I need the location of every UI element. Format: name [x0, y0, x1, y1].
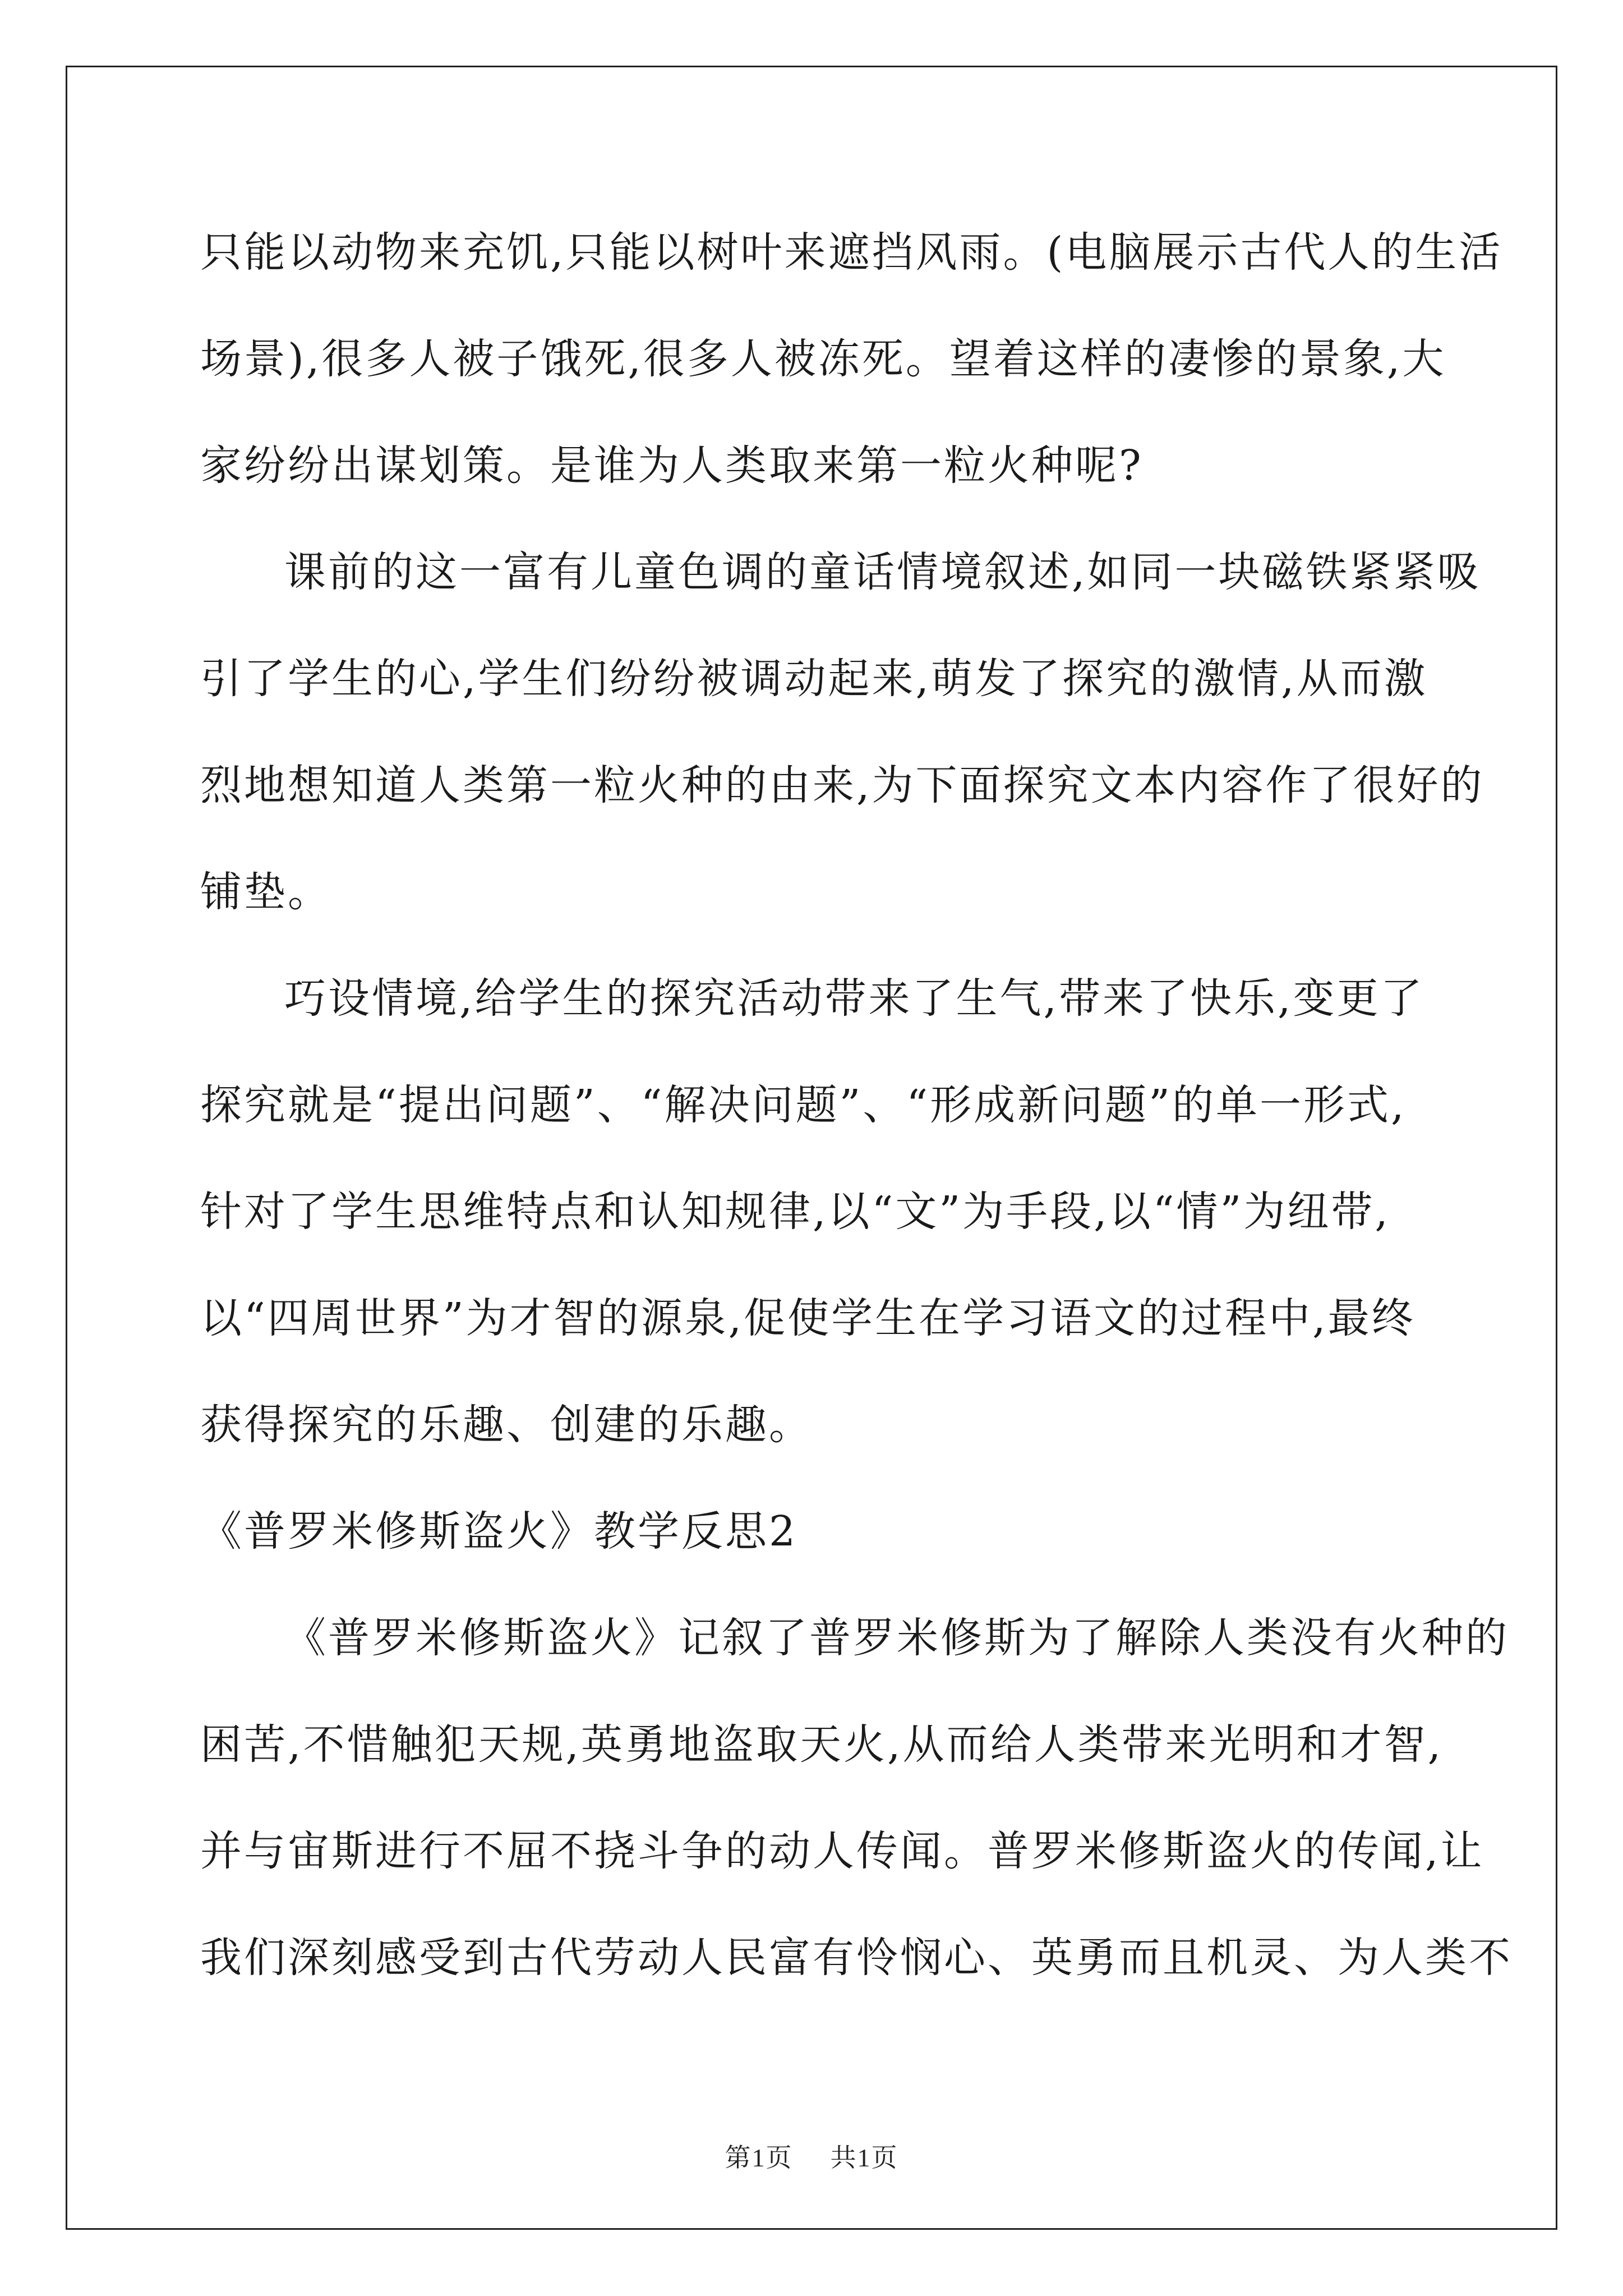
section-heading: 《普罗米修斯盗火》教学反思2 — [200, 1507, 798, 1556]
paragraph-line: 困苦,不惜触犯天规,英勇地盗取天火,从而给人类带来光明和才智, — [200, 1720, 1444, 1769]
page-total: 共1页 — [830, 2143, 898, 2172]
paragraph-line: 烈地想知道人类第一粒火种的由来,为下面探究文本内容作了很好的 — [200, 761, 1484, 809]
document-body — [200, 213, 1513, 2025]
paragraph-line: 引了学生的心,学生们纷纷被调动起来,萌发了探究的激情,从而激 — [200, 655, 1428, 703]
paragraph-line: 场景),很多人被子饿死,很多人被冻死。望着这样的凄惨的景象,大 — [200, 335, 1446, 383]
paragraph-line: 获得探究的乐趣、创建的乐趣。 — [200, 1401, 813, 1449]
paragraph-line: 探究就是“提出问题”、“解决问题”、“形成新问题”的单一形式, — [200, 1081, 1407, 1129]
paragraph-line: 以“四周世界”为才智的源泉,促使学生在学习语文的过程中,最终 — [200, 1294, 1415, 1342]
paragraph-line: 只能以动物来充饥,只能以树叶来遮挡风雨。(电脑展示古代人的生活 — [200, 228, 1503, 277]
paragraph-line: 《普罗米修斯盗火》记叙了普罗米修斯为了解除人类没有火种的 — [284, 1614, 1509, 1662]
page-number: 第1页 — [725, 2143, 793, 2172]
paragraph-line: 铺垫。 — [200, 868, 331, 916]
page-footer — [0, 2137, 1623, 2174]
paragraph-line: 巧设情境,给学生的探究活动带来了生气,带来了快乐,变更了 — [284, 974, 1424, 1023]
paragraph-line: 针对了学生思维特点和认知规律,以“文”为手段,以“情”为纽带, — [200, 1188, 1390, 1236]
paragraph-line: 并与宙斯进行不屈不挠斗争的动人传闻。普罗米修斯盗火的传闻,让 — [200, 1827, 1484, 1875]
paragraph-line: 家纷纷出谋划策。是谁为人类取来第一粒火种呢? — [200, 441, 1144, 490]
paragraph-line: 我们深刻感受到古代劳动人民富有怜悯心、英勇而且机灵、为人类不 — [200, 1934, 1513, 1982]
paragraph-line: 课前的这一富有儿童色调的童话情境叙述,如同一块磁铁紧紧吸 — [284, 548, 1481, 596]
